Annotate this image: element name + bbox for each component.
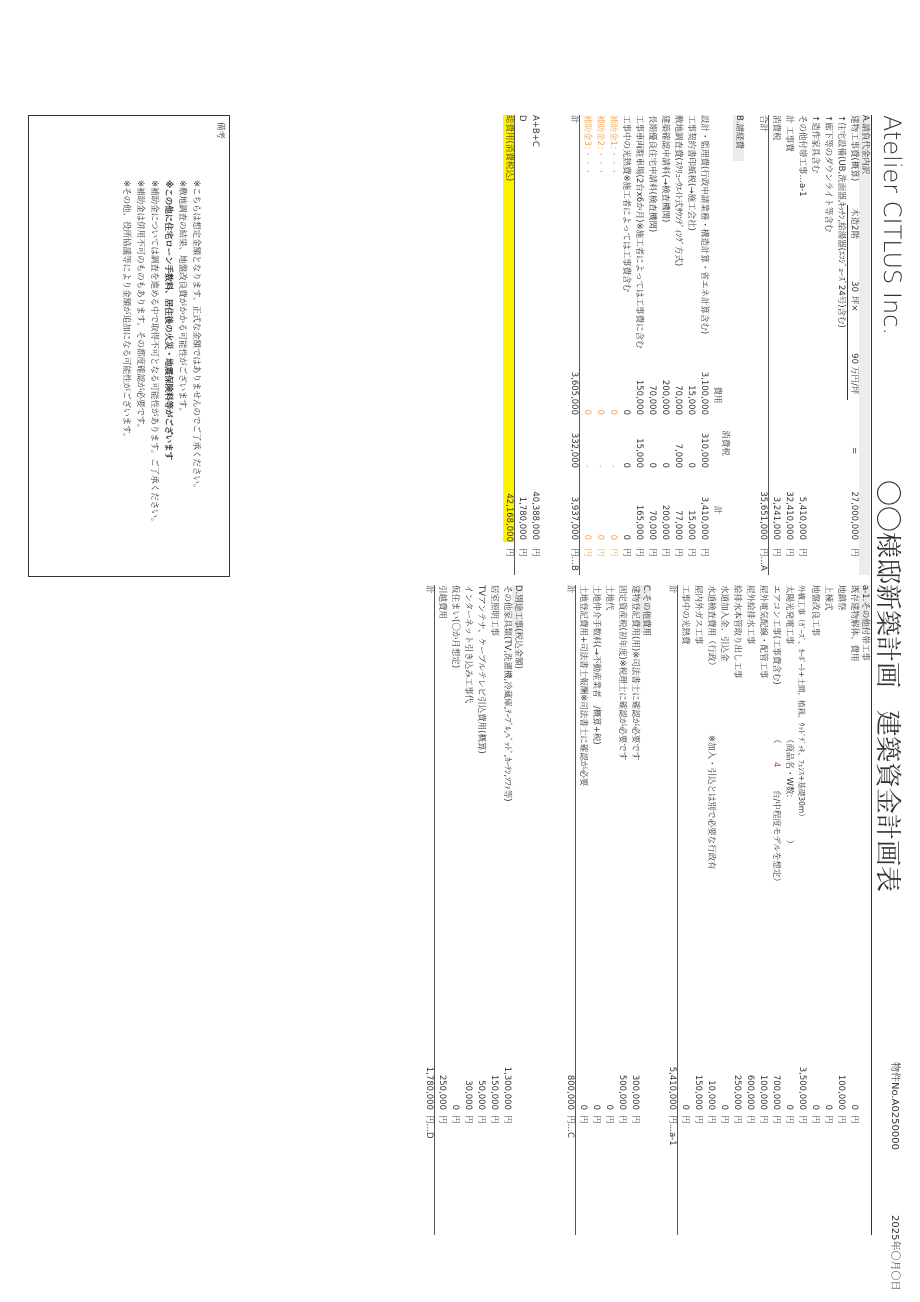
a1-row-amount: 0 (719, 1104, 729, 1110)
a1-row-amount: 100,000 (758, 1074, 768, 1110)
a1-row-amount: 3,500,000 (797, 1066, 807, 1110)
b-row-yen: 円 (621, 548, 631, 557)
header-rule (871, 115, 872, 1235)
a1-row-yen: 円 (693, 1115, 703, 1124)
note-line: ※補助金は併用不可のものもあります。その都度確認が必要です。 (135, 180, 145, 433)
b-row-tax: 0 (686, 462, 696, 468)
a1-row-yen: 円 (706, 1115, 716, 1124)
col-cost-header: 費用 (712, 386, 722, 404)
d-row-amount: 30,000 (463, 1080, 473, 1110)
a1-row-note: 台/中程度モデルを想定） (771, 790, 781, 886)
a1-row-yen: 円 (797, 1115, 807, 1124)
subsidy-cost: 0 (582, 409, 592, 415)
b-row-label: 設計・監理費(行政申請業務・構造計算・省エネ計算含む) (699, 115, 709, 335)
c-row-label: 固定資産税(初年度)※税理士に確認が必要です (617, 585, 627, 761)
notes-header: 備考 (215, 122, 225, 140)
section-b-sum-tax: 332,000 (569, 432, 579, 468)
a1-row-amount: 0 (823, 1104, 833, 1110)
b-row-label: 工事中の光熱費※施工者によっては工事費含む (621, 115, 631, 293)
b-row-tax: 0 (647, 462, 657, 468)
abc-total-amount: 40,388,000 (530, 491, 540, 540)
section-c-sum-rule (575, 585, 576, 1235)
c-row-label: 土地登記費用+司法書士報酬※司法書士に確認が必要 (578, 585, 588, 787)
a1-row-yen: 円 (771, 1115, 781, 1124)
section-b-sum-rule (579, 115, 580, 575)
d-row-label: その他家具類(TV,洗濯機,冷蔵庫,ﾃｰﾌﾞﾙ,ﾍﾞｯﾄﾞ,ｶｰﾃﾝ,ｿﾌｧ等) (502, 585, 512, 802)
section-d-sum-rule (434, 585, 435, 1235)
a1-row-label: 給排水本管取り出し工事 (732, 585, 742, 679)
section-d-sum-amount: 1,780,000 (424, 1066, 434, 1110)
b-row-cost: 15,000 (686, 385, 696, 415)
b-row-total: 70,000 (647, 510, 657, 540)
tax-amount: 3,241,000 (771, 496, 781, 540)
document-date: 2025年〇月〇日 (889, 1215, 900, 1291)
a1-row-label: エアコン工事(工事費含む) (771, 585, 781, 685)
building-tsubo: 30 (849, 281, 859, 292)
b-row-yen: 円 (660, 548, 670, 557)
b-row-label: 長期優良住宅申請料(検査機関) (647, 115, 657, 233)
section-a1-sum-amount: 5,410,000 (667, 1066, 677, 1110)
tax-yen: 円 (771, 548, 781, 557)
other-work-amount: 5,410,000 (797, 496, 807, 540)
a1-row-yen: 円 (823, 1115, 833, 1124)
unit-price-unit: 万円/坪 (849, 366, 859, 395)
a1-row-label: 太陽光発電工事 (784, 585, 794, 645)
section-b-sum-suffix: 円…B (569, 548, 579, 571)
a1-row-amount: 0 (680, 1104, 690, 1110)
d-row-amount: 50,000 (476, 1080, 486, 1110)
a1-row-label: 水道加入金、引込金 (719, 585, 729, 662)
a1-row-note: （商品名・W数: ） (784, 735, 794, 849)
a1-row-label: 屋外給排水工事 (745, 585, 755, 645)
col-tax-header: 消費税 (720, 430, 730, 456)
a1-row-label: 水道検査費用（行政） (706, 585, 716, 671)
b-row-cost: 150,000 (634, 379, 644, 415)
b-row-total: 0 (621, 534, 631, 540)
a1-row-amount: 0 (810, 1104, 820, 1110)
section-c-sum-label: 計 (565, 585, 575, 594)
a1-row-yen: 円 (758, 1115, 768, 1124)
a1-row-yen: 円 (680, 1115, 690, 1124)
subsidy-tax: - (582, 464, 592, 468)
b-row-yen: 円 (647, 548, 657, 557)
a1-row-label: 既存建物解体、費用 (849, 585, 859, 662)
b-row-label: 敷地調査費(ｽｸﾘｭｰｳｴｲﾄ式ｻｳﾝﾃﾞｨﾝｸﾞ方式) (673, 115, 683, 267)
a1-row-label: 地盤改良工事 (810, 585, 820, 637)
title-project: 〇〇様邸新築計画 (872, 480, 902, 689)
b-row-tax: 7,000 (673, 443, 683, 468)
d-row-yen: 円 (463, 1115, 473, 1124)
d-row-yen: 円 (450, 1115, 460, 1124)
c-row-yen: 円 (591, 1115, 601, 1124)
section-c-header: C.その他費用 (641, 585, 651, 637)
section-a-total-rule (768, 115, 769, 575)
section-b-sum-label: 計 (569, 115, 579, 124)
subsidy-yen: 円 (582, 548, 592, 557)
section-a-header: A.請負代金内訳 (859, 115, 870, 575)
section-b-sum-cost: 3,605,000 (569, 371, 579, 415)
b-row-cost: 0 (621, 409, 631, 415)
property-number: 物件No.A0250000 (889, 1062, 900, 1150)
b-row-tax: 0 (660, 462, 670, 468)
a1-row-label: 屋外電気配線・配管工事 (758, 585, 768, 679)
company-name: Atelier CITLUS Inc. (878, 115, 906, 335)
a1-row-amount: 600,000 (745, 1074, 755, 1110)
d-total-label: D (517, 115, 527, 122)
include-line-3: ↑造作家具含む (810, 115, 820, 174)
building-amount: 27,000,000 (849, 491, 859, 540)
c-row-label: 土地代 (604, 585, 614, 611)
work-subtotal-yen: 円 (784, 548, 794, 557)
c-row-yen: 円 (578, 1115, 588, 1124)
d-row-yen: 円 (437, 1115, 447, 1124)
note-line: ※補助金については調査を進める中で取得不可となる可能性があります。ご了承ください。 (149, 180, 159, 527)
b-row-cost: 70,000 (647, 385, 657, 415)
include-line-2: ↑廊下等のダウンライト等含む (823, 115, 833, 233)
grand-total-label: 総費用(消費税込) (503, 115, 514, 460)
tsubo-unit: 坪× (849, 296, 859, 312)
b-row-label: 建築確認申請料(→検査機関) (660, 115, 670, 223)
d-row-label: TVアンテナ、ケーブルテレビ引込費用(概算) (476, 585, 486, 754)
subsidy-total: 0 (582, 534, 592, 540)
other-work-yen: 円 (797, 548, 807, 557)
subsidy-label: 補助金2：・・・ (595, 115, 605, 176)
aircon-count: 4 (771, 762, 781, 768)
section-d-header: D.別途工事(税込金額) (513, 585, 523, 669)
a1-row-yen: 円 (836, 1115, 846, 1124)
a1-row-label: 地鎮祭 (836, 585, 846, 611)
building-input-underline (847, 205, 848, 400)
b-row-label: 工事車両駐車場(2台x6か月)※施工者によっては工事費に含む (634, 115, 644, 349)
subsidy-label: 補助金3：・・・ (582, 115, 592, 176)
d-row-label: 引越費用 (437, 585, 447, 620)
a1-row-yen: 円 (784, 1115, 794, 1124)
section-a1-sum-rule (677, 585, 678, 1235)
unit-price: 90 (849, 353, 859, 364)
a1-row-label: 工事中の光熱費 (680, 585, 690, 645)
c-row-yen: 円 (630, 1115, 640, 1124)
a1-row-yen: 円 (745, 1115, 755, 1124)
d-row-yen: 円 (489, 1115, 499, 1124)
a1-row-amount: 700,000 (771, 1074, 781, 1110)
section-a-total-amount: 35,651,000 (758, 491, 768, 540)
section-a1-sum-suffix: 円…a-1 (667, 1115, 677, 1146)
abc-total-label: A+B+C (530, 115, 540, 147)
c-row-yen: 円 (617, 1115, 627, 1124)
grand-total-rule (514, 115, 515, 575)
building-cost-label: 建物工事費(概算) (849, 115, 859, 182)
abc-total-yen: 円 (530, 548, 540, 557)
d-row-label: インターネット引き込み工事代 (463, 585, 473, 704)
section-a-total-label: 合計 (758, 115, 768, 133)
d-total-amount: 1,780,000 (517, 496, 527, 540)
d-row-yen: 円 (476, 1115, 486, 1124)
subsidy-total: 0 (608, 534, 618, 540)
b-row-cost: 3,100,000 (699, 371, 709, 415)
a1-row-label: 屋内外ガス工事 (693, 585, 703, 645)
d-row-amount: 1,300,000 (502, 1066, 512, 1110)
c-row-amount: 0 (578, 1104, 588, 1110)
subsidy-label: 補助金1：・・・ (608, 115, 618, 176)
c-row-label: 建物登記費用(用)※司法書士に確認が必要です (630, 585, 640, 761)
a1-row-note-open: （ (771, 735, 781, 744)
a1-row-amount: 250,000 (732, 1074, 742, 1110)
note-line: ※こちらは想定金額となります。正式な金額ではありませんのでご了承ください。 (191, 180, 201, 493)
b-row-label: 工事契約書印紙税(→施工会社) (686, 115, 696, 231)
equals-sign: = (849, 447, 859, 455)
a1-row-yen: 円 (732, 1115, 742, 1124)
c-row-amount: 0 (604, 1104, 614, 1110)
b-row-yen: 円 (673, 548, 683, 557)
a1-row-amount: 150,000 (693, 1074, 703, 1110)
a1-row-amount: 10,000 (706, 1080, 716, 1110)
include-line-1: ↑住宅設備(UB,洗面器,ｷｯﾁﾝ,給湯器(ｴｺｼﾞｮｰｽﾞ24号)含む) (836, 115, 846, 328)
b-row-cost: 70,000 (673, 385, 683, 415)
b-row-total: 15,000 (686, 510, 696, 540)
c-row-yen: 円 (604, 1115, 614, 1124)
a1-row-yen: 円 (810, 1115, 820, 1124)
a1-row-note: ※加入・引込とは別で必要な行政有 (706, 735, 716, 870)
section-b-header: B.諸経費 (733, 115, 744, 161)
section-c-sum-suffix: 円…C (565, 1115, 575, 1138)
other-work-label: その他付帯工事…a-1 (797, 115, 807, 197)
c-row-amount: 0 (591, 1104, 601, 1110)
subsidy-tax: - (595, 464, 605, 468)
subsidy-yen: 円 (608, 548, 618, 557)
note-line: ※敷地調査の結果、地盤改良費がかかる可能性がございます。 (177, 180, 187, 416)
d-row-label: 居室照明工事 (489, 585, 499, 637)
b-row-total: 165,000 (634, 504, 644, 540)
a1-row-amount: 100,000 (836, 1074, 846, 1110)
a1-row-label: 上棟式 (823, 585, 833, 611)
section-c-sum-amount: 800,000 (565, 1074, 575, 1110)
b-row-yen: 円 (686, 548, 696, 557)
a1-row-yen: 円 (719, 1115, 729, 1124)
c-row-label: 土地仲介手数料(→不動産業者 /概算+税) (591, 585, 601, 745)
d-row-label: 仮住まい(〇か月想定) (450, 585, 460, 669)
b-row-yen: 円 (699, 548, 709, 557)
subsidy-cost: 0 (608, 409, 618, 415)
subsidy-tax: - (608, 464, 618, 468)
c-row-amount: 300,000 (630, 1074, 640, 1110)
b-row-total: 77,000 (673, 510, 683, 540)
building-yen: 円 (849, 548, 859, 557)
section-b-sum-total: 3,937,000 (569, 496, 579, 540)
section-a1-sum-label: 計 (667, 585, 677, 594)
b-row-tax: 15,000 (634, 438, 644, 468)
section-a1-header: a-1.その他付帯工事 (860, 585, 870, 661)
note-line-emphasis: ※この他に住宅ローン手数料、居住後の火災・地震保険料等がございます (163, 180, 173, 461)
a1-row-amount: 0 (784, 1104, 794, 1110)
d-total-yen: 円 (517, 548, 527, 557)
section-a-total-suffix: 円…A (758, 548, 768, 571)
b-row-total: 3,410,000 (699, 496, 709, 540)
d-row-amount: 0 (450, 1104, 460, 1110)
section-d-sum-suffix: 円…D (424, 1115, 434, 1139)
b-row-total: 200,000 (660, 504, 670, 540)
a1-row-amount: 0 (849, 1104, 859, 1110)
building-structure: 木造2階 (849, 208, 859, 239)
section-d-sum-label: 計 (424, 585, 434, 594)
subsidy-yen: 円 (595, 548, 605, 557)
grand-total-amount: 42,168,000 (503, 460, 514, 542)
subsidy-cost: 0 (595, 409, 605, 415)
subsidy-total: 0 (595, 534, 605, 540)
note-line: ※その他、役所協議等により金額が追加になる可能性がございます。 (121, 180, 131, 442)
b-row-tax: 310,000 (699, 432, 709, 468)
b-row-tax: 0 (621, 462, 631, 468)
d-row-amount: 150,000 (489, 1074, 499, 1110)
d-row-yen: 円 (502, 1115, 512, 1124)
d-row-amount: 250,000 (437, 1074, 447, 1110)
work-subtotal-amount: 32,410,000 (784, 491, 794, 540)
grand-total-yen: 円 (504, 548, 514, 557)
a1-row-yen: 円 (849, 1115, 859, 1124)
work-subtotal-label: 計 工事費 (784, 115, 794, 152)
title-plan: 建築資金計画表 (872, 710, 902, 893)
a1-row-label: 外構工事（ｶﾞｰｽﾞ、ｶｰﾎﾟｰﾄ+土間、植栽、ｳｯﾄﾞﾃﾞｯｷ、ﾌｪﾝｽ+基礎30m） (797, 585, 806, 821)
c-row-amount: 500,000 (617, 1074, 627, 1110)
b-row-yen: 円 (634, 548, 644, 557)
col-total-header: 計 (712, 505, 722, 515)
tax-label: 消費税 (771, 115, 781, 141)
b-row-cost: 200,000 (660, 379, 670, 415)
